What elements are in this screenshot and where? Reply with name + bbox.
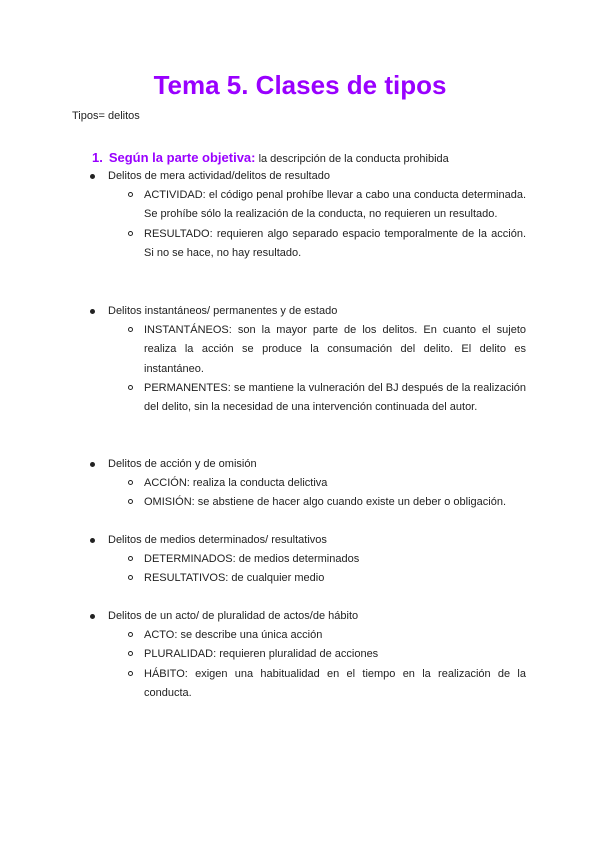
sub-item — [0, 569, 600, 588]
bullet-item — [0, 302, 600, 321]
bullet-label: Delitos de un acto/ de pluralidad de actos/de hábito — [108, 610, 359, 622]
sub-item — [0, 626, 600, 645]
bullet-label: Delitos de mera actividad/delitos de resultado — [108, 170, 330, 182]
sub-item-text: DETERMINADOS: de medios determinados — [144, 553, 360, 565]
sub-item — [0, 665, 600, 704]
bullet-group — [0, 302, 600, 417]
sub-item-text: ACTO: se describe una única acción — [144, 629, 323, 641]
section-number: 1. — [92, 150, 103, 165]
sub-item-text: RESULTADO: requieren algo separado espacio temporalmente de la acción. Si no se hace, no hay resultado. — [144, 227, 526, 259]
bullet-dot-icon — [90, 309, 95, 314]
sub-item — [0, 379, 600, 418]
sub-item — [0, 474, 600, 493]
sub-item — [0, 186, 600, 225]
section-heading-label: Según la parte objetiva: — [108, 150, 256, 165]
bullet-item — [0, 167, 600, 186]
hollow-bullet-icon — [128, 556, 133, 561]
hollow-bullet-icon — [128, 385, 133, 390]
sub-item-text: ACTIVIDAD: el código penal prohíbe llevar a cabo una conducta determinada. Se prohíbe sólo la realización de la conducta, no requieren un resultado. — [144, 189, 526, 221]
sub-item-text: PLURALIDAD: requieren pluralidad de acciones — [144, 648, 379, 661]
bullet-group — [0, 607, 600, 703]
bullet-item — [0, 455, 600, 474]
sub-item — [0, 225, 600, 264]
sub-item — [0, 645, 600, 664]
bullet-group — [0, 167, 600, 263]
bullet-dot-icon — [90, 538, 95, 543]
sub-item — [0, 550, 600, 569]
hollow-bullet-icon — [128, 651, 133, 656]
sub-item — [0, 321, 600, 379]
bullet-label: Delitos instantáneos/ permanentes y de estado — [108, 305, 338, 317]
sub-item-text: ACCIÓN: realiza la conducta delictiva — [144, 477, 328, 489]
hollow-bullet-icon — [128, 231, 133, 236]
bullet-dot-icon — [90, 614, 95, 619]
bullet-label: Delitos de medios determinados/ resultativos — [108, 534, 327, 546]
hollow-bullet-icon — [128, 499, 133, 504]
bullet-item — [0, 607, 600, 626]
sub-item-text: INSTANTÁNEOS: son la mayor parte de los delitos. En cuanto el sujeto realiza la acción se produce la consumación del delito. El delito es instantáneo. — [144, 324, 526, 375]
sub-item-text: OMISIÓN: se abstiene de hacer algo cuando existe un deber o obligación. — [144, 496, 507, 509]
bullet-group — [0, 455, 600, 513]
bullet-item — [0, 531, 600, 550]
hollow-bullet-icon — [128, 327, 133, 332]
bullet-dot-icon — [90, 174, 95, 179]
hollow-bullet-icon — [128, 575, 133, 580]
bullet-dot-icon — [90, 462, 95, 467]
sub-item — [0, 493, 600, 512]
sub-item-text: RESULTATIVOS: de cualquier medio — [144, 572, 325, 585]
sub-item-text: HÁBITO: exigen una habitualidad en el tiempo en la realización de la conducta. — [144, 667, 526, 699]
intro-text: Tipos= delitos — [72, 110, 140, 122]
hollow-bullet-icon — [128, 192, 133, 197]
bullet-group — [0, 531, 600, 589]
hollow-bullet-icon — [128, 671, 133, 676]
hollow-bullet-icon — [128, 632, 133, 637]
sub-item-text: PERMANENTES: se mantiene la vulneración del BJ después de la realización del delito, sin la necesidad de una intervención continuada del autor. — [144, 381, 526, 414]
hollow-bullet-icon — [128, 480, 133, 485]
page-title: Tema 5. Clases de tipos — [153, 70, 447, 100]
bullet-label: Delitos de acción y de omisión — [108, 458, 257, 470]
section-description: la descripción de la conducta prohibida — [258, 153, 449, 165]
section-heading — [92, 150, 449, 165]
